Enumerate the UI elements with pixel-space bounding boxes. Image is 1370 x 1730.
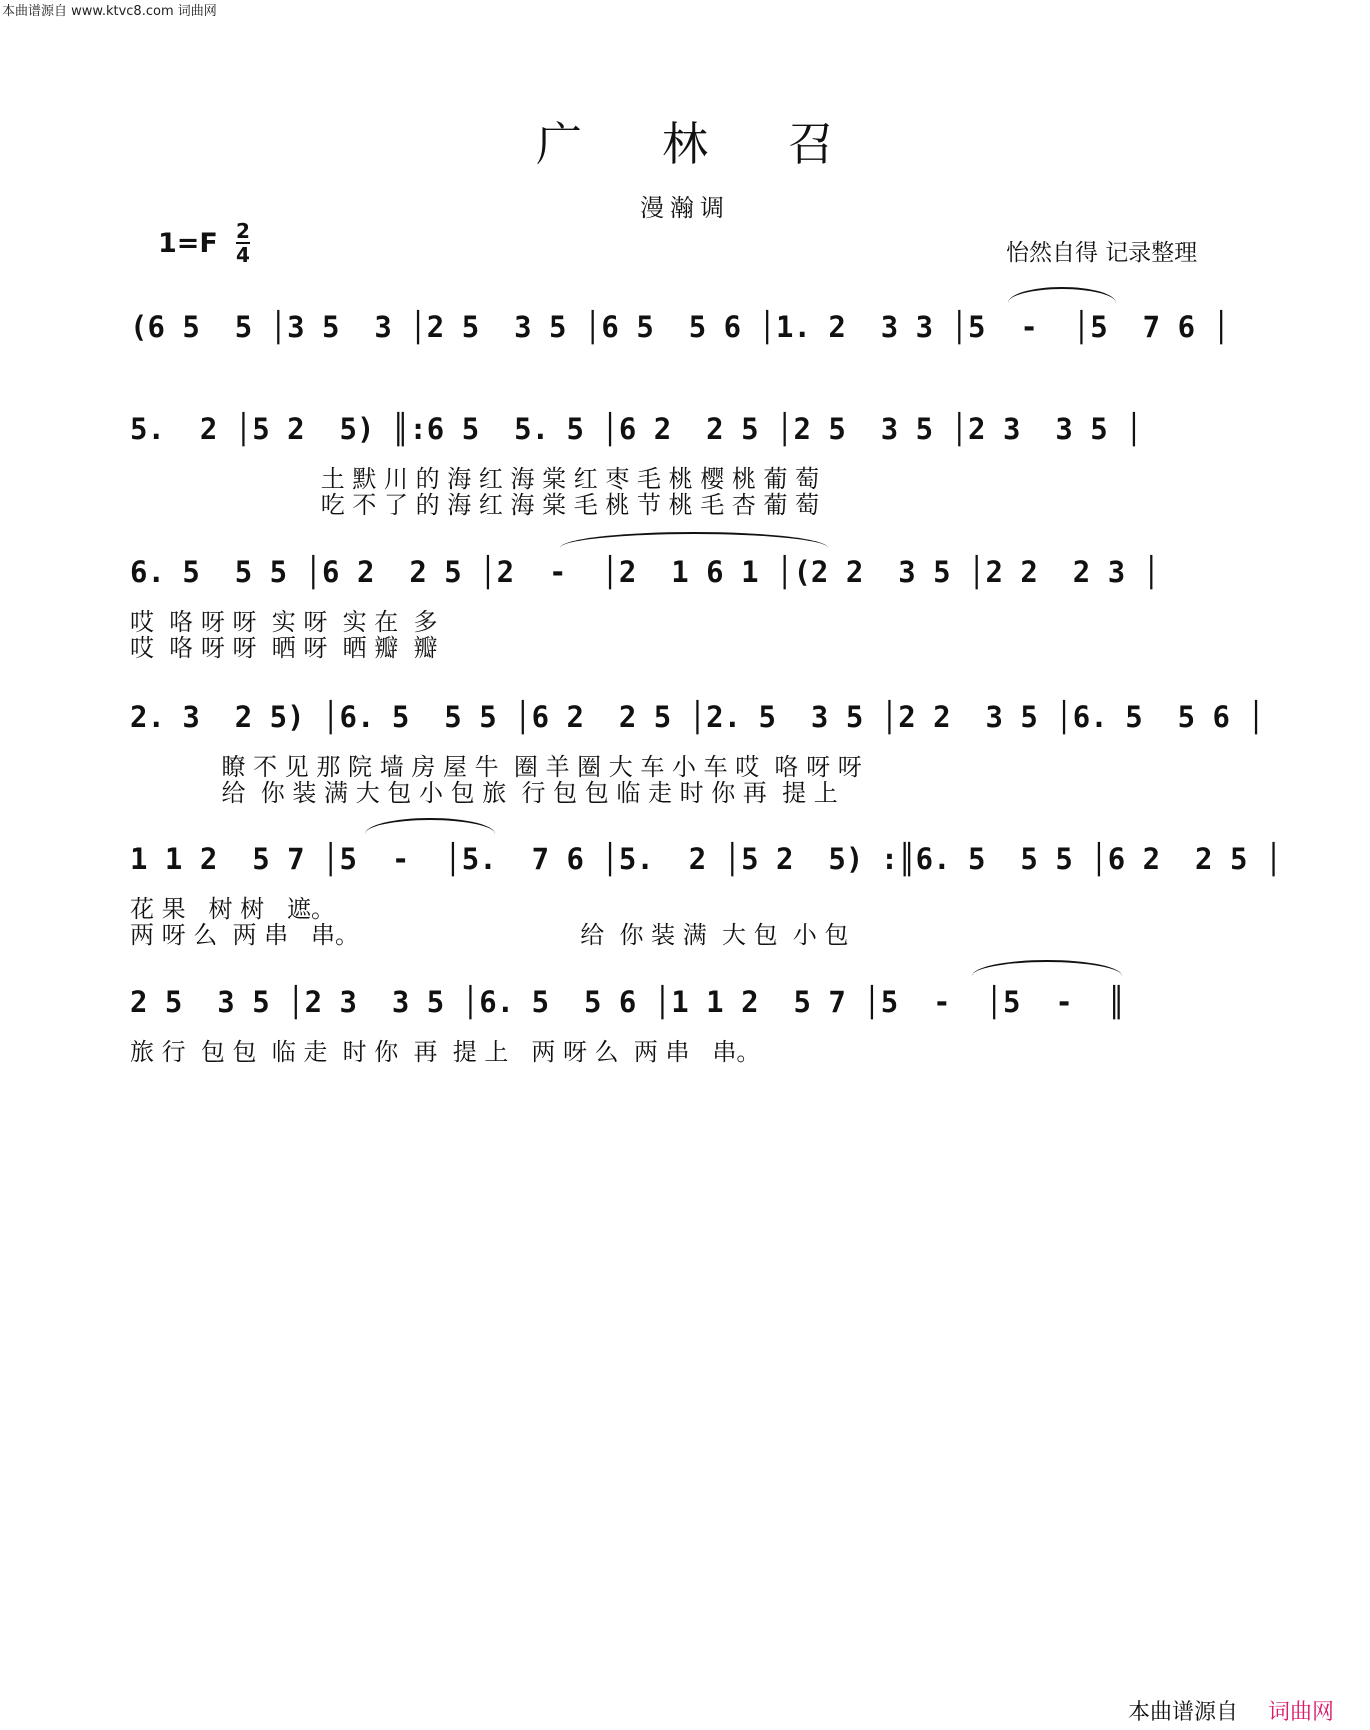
slur-mark [365, 818, 495, 834]
site-header: 本曲谱源自 www.ktvc8.com 词曲网 [2, 4, 217, 19]
time-signature-bottom: 4 [236, 243, 250, 267]
time-signature-top: 2 [236, 219, 250, 243]
time-signature [236, 220, 250, 266]
score-system-2 [130, 412, 1245, 518]
notation-line: (6 5 5 │3 5 3 │2 5 3 5 │6 5 5 6 │1. 2 3 3 │5 - │5 7 6 │ [130, 310, 1230, 344]
score-system-1 [130, 310, 1245, 344]
key-signature: 1=F [158, 228, 218, 259]
lyric-line-1: 哎 咯 呀 呀 实 呀 实 在 多 [130, 608, 438, 636]
notation-line: 6. 5 5 5 │6 2 2 5 │2 - │2 1 6 1 │(2 2 3 5 │2 2 2 3 │ [130, 555, 1161, 589]
lyric-line-1: 土 默 川 的 海 红 海 棠 红 枣 毛 桃 樱 桃 葡 萄 [130, 465, 820, 493]
lyric-line-1: 旅 行 包 包 临 走 时 你 再 提 上 两 呀 么 两 串 串。 [130, 1038, 761, 1066]
notation-line: 2 5 3 5 │2 3 3 5 │6. 5 5 6 │1 1 2 5 7 │5 - │5 - ║ [130, 985, 1126, 1019]
slur-mark [560, 532, 828, 548]
notation-line: 5. 2 │5 2 5) ║:6 5 5. 5 │6 2 2 5 │2 5 3 5 │2 3 3 5 │ [130, 412, 1143, 446]
lyric-line-2: 吃 不 了 的 海 红 海 棠 毛 桃 节 桃 毛 杏 葡 萄 [130, 491, 820, 519]
notation-line: 1 1 2 5 7 │5 - │5. 7 6 │5. 2 │5 2 5) :║6. 5 5 5 │6 2 2 5 │ [130, 842, 1283, 876]
song-subtitle: 漫瀚调 [640, 194, 730, 222]
score-system-4 [130, 700, 1265, 807]
song-title: 广林召 [536, 117, 914, 171]
lyric-line-1: 花 果 树 树 遮。 [130, 895, 336, 923]
footer-source-text: 本曲谱源自 [1128, 1700, 1239, 1725]
score-system-6 [130, 985, 1245, 1065]
score-system-5 [130, 842, 1283, 949]
lyric-line-2: 两 呀 么 两 串 串。 给 你 装 满 大 包 小 包 [130, 921, 849, 949]
composer-credit: 怡然自得 记录整理 [1006, 240, 1198, 266]
lyric-line-2: 哎 咯 呀 呀 晒 呀 晒 瓣 瓣 [130, 634, 438, 662]
lyric-line-2: 给 你 装 满 大 包 小 包 旅 行 包 包 临 走 时 你 再 提 上 [130, 779, 838, 807]
footer-site-logo[interactable]: 词曲网 [1268, 1700, 1335, 1725]
notation-line: 2. 3 2 5) │6. 5 5 5 │6 2 2 5 │2. 5 3 5 │2 2 3 5 │6. 5 5 6 │ [130, 700, 1265, 734]
slur-mark [1008, 287, 1116, 303]
lyric-line-1: 瞭 不 见 那 院 墙 房 屋 牛 圈 羊 圈 大 车 小 车 哎 咯 呀 呀 [130, 753, 862, 781]
slur-mark [972, 960, 1122, 976]
score-system-3 [130, 555, 1245, 661]
